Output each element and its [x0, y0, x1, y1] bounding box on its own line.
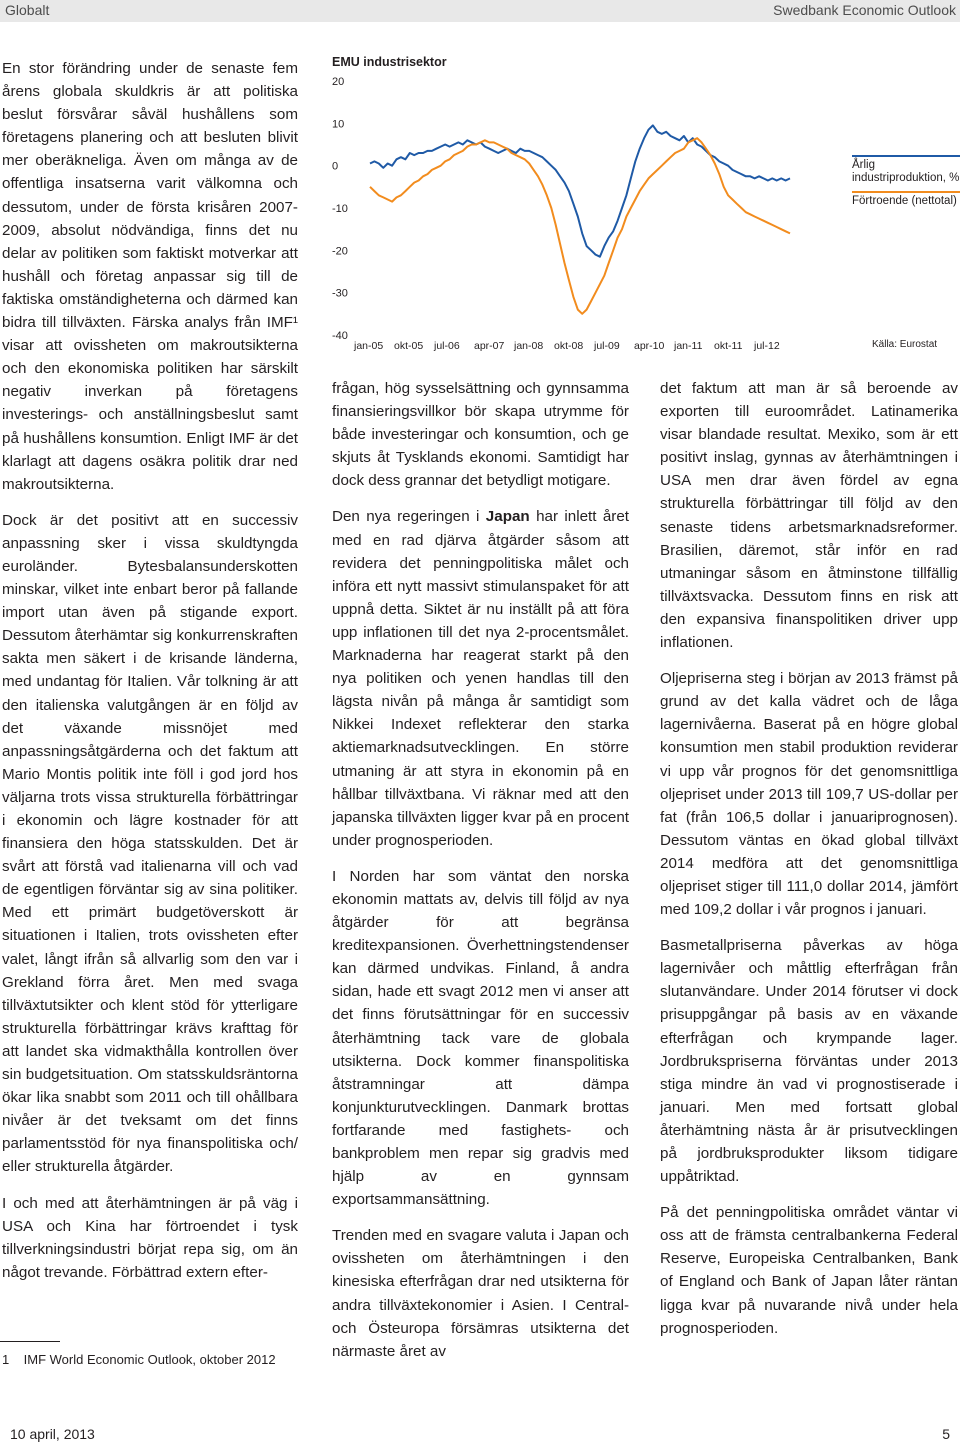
paragraph: Dock är det positivt att en successiv anpassning sker i vissa skuldtyngda euroländer. Bytesbalansunderskotten minskar, vilket inte enbart beror på fallande import utan även på stigande export. Dessutom återhämtar sig konkurrenskraften sakta men säkert i de krisande länderna, med undantag för Italien. Vår tolkning är att den italienska valutgången är en följd av det växande missnöjet med anpassningsåtgärderna och det faktum att Mario Montis politik inte föll i god jord hos väljarna trots vissa strukturella förbättringar i ekonomin och lägre kostnader för att finansiera den höga statsskulden. Det är svårt att förstå vad italienarna vill och vad de egentligen förväntar sig av sina politiker. Med ett primärt budgetöverskott är situationen i Italien, trots ovissheten efter valet, långt ifrån så allvarlig som den var i Grekland förra året. Men med svaga tillväxtutsikter och klent stöd för ytterligare strukturella förbättringar krävs krafttag för att landet ska vidmakthålla kontrollen över sin budgetsituation. Om statsskuldsräntorna ökar lika snabbt som 2011 och till ohållbara nivåer är det tveksamt om det finns parlamentsstöd för nya finanspolitiska och/ eller strukturella åtgärder.	[2, 511, 298, 1176]
x-tick-label: jan-11	[674, 340, 703, 352]
y-tick-label: 20	[332, 76, 345, 88]
y-tick-label: -20	[332, 245, 348, 258]
x-tick-label: jan-05	[354, 340, 384, 352]
legend-label: Förtroende (nettotal)	[852, 195, 957, 207]
x-tick-label: apr-10	[634, 340, 665, 352]
y-tick-label: -30	[332, 287, 348, 300]
x-tick-label: jul-09	[594, 340, 620, 352]
x-tick-label: jan-08	[514, 340, 544, 352]
paragraph: Basmetallpriserna påverkas av höga lagernivåer och måttlig efterfrågan från slutanvändare. Under 2014 förutser vi dock prisuppgångar på basis av en växande efterfrågan och krympande lager. Jordbrukspriserna förväntas under 2013 stiga mindre än vad vi prognostiserade i januari. Men med fortsatt global återhämtning nästa år är prisutvecklingen på jordbruksprodukter liksom tidigare uppåtriktad.	[660, 937, 958, 1186]
legend-label: Årlig industriproduktion, %	[852, 159, 960, 184]
footer-date: 10 april, 2013	[10, 1426, 95, 1442]
page-number: 5	[942, 1426, 950, 1442]
x-tick-label: okt-08	[554, 340, 584, 352]
page-header	[0, 0, 960, 22]
paragraph-part: Den nya regeringen i	[332, 508, 486, 526]
x-tick-label: okt-05	[394, 340, 424, 352]
paragraph: På det penningpolitiska området väntar vi oss att de främsta centralbankerna Federal Reserve, Europeiska Centralbanken, Bank of England och Bank of Japan låter räntan ligga kvar på nuvarande nivå under hela prognosperioden.	[660, 1204, 958, 1337]
text-column-2	[332, 377, 629, 1376]
paragraph-japan	[332, 505, 629, 851]
paragraph-part: har inlett året med en rad djärva åtgärder såsom att revidera det penningpolitiska målet och införa ett nytt massivt stimulanspaket för att uppnå detta. Siktet är nu inställt på att föra upp inflationen till det nya 2-procentsmålet. Marknaderna har reagerat starkt på den nya politiken och yenen handlas till den lägsta nivån på många år samtidigt som Nikkei Indexet reflekterar den starka aktiemarknadsutvecklingen. En större utmaning är att styra in ekonomin på en hållbar tillväxtbana. Vi räknar med att den japanska tillväxten ligger kvar på en procent under prognosperioden.	[332, 508, 629, 849]
paragraph-keyword: Japan	[485, 508, 530, 526]
footnote	[2, 1352, 276, 1367]
publication-title: Swedbank Economic Outlook	[773, 2, 956, 18]
y-tick-label: 0	[332, 160, 339, 173]
chart-emu-industry	[332, 55, 960, 365]
paragraph: I Norden har som väntat den norska ekonomin mattats av, delvis till följd av nya åtgärder för att begränsa kreditexpansionen. Överhettningstendenser kan därmed undvikas. Finland, å andra sidan, hade ett svagt 2012 men vi anser att det finns förutsättningar för en successiv återhämtning tack vare de globala utsikterna. Dock kommer finanspolitiska åtstramningar att dämpa konjunkturutvecklingen. Danmark brottas fortfarande med fastighets- och bankproblem men repar sig gradvis med hjälp av en gynnsam exportsammansättning.	[332, 867, 629, 1209]
paragraph: En stor förändring under de senaste fem årens globala skuldkris är att politiska beslut försvårar såväl hushållens som företagens planering och att besluten blivit mer oberäkneliga. Även om många av de offentliga insatserna varit välkomna och dessutom, under de första krisåren 2007-2009, absolut nödvändiga, finns det nu delar av politiken som faktiskt motverkar att hushåll och företag anpassar sig till de faktiska omständigheterna och därmed kan bidra till tillväxten. Färska analys från IMF¹ visar att ovissheten om makroutsikterna och den ekonomiska politiken har särskilt negativ inverkan på företagens investerings- och anställningsbeslut samt på hushållens konsumtion. Enligt IMF är det klarlagt att dagens osäkra politik drar ned makroutsikterna.	[2, 60, 298, 493]
chart-legend	[852, 155, 960, 214]
chart-title: EMU industrisektor	[332, 55, 447, 69]
text-column-1	[2, 57, 298, 1297]
paragraph: Trenden med en svagare valuta i Japan och ovissheten om återhämtningen i den kinesiska efterfrågan drar ned utsikterna för andra tillväxtekonomier i Asien. I Central- och Östeuropa försämras utsikterna det närmaste året av	[332, 1227, 629, 1360]
x-tick-label: okt-11	[714, 340, 743, 352]
section-title: Globalt	[5, 2, 50, 18]
legend-item-production	[852, 155, 960, 185]
footnote-number: 1	[2, 1352, 10, 1367]
x-tick-label: jul-12	[754, 340, 780, 352]
footnote-divider	[0, 1341, 60, 1342]
x-tick-label: apr-07	[474, 340, 505, 352]
y-tick-label: -10	[332, 203, 348, 215]
legend-item-confidence	[852, 191, 960, 208]
chart-source: Källa: Eurostat	[872, 339, 938, 350]
x-tick-label: jul-06	[434, 340, 460, 352]
y-tick-label: -40	[332, 330, 348, 342]
chart-plot	[332, 69, 852, 369]
footnote-text: IMF World Economic Outlook, oktober 2012	[23, 1352, 276, 1367]
paragraph: Oljepriserna steg i början av 2013 främst på grund av det kalla vädret och de låga lagernivåerna. Baserat på en högre global konsumtion men stabil produktion reviderar vi upp vår prognos för det genomsnittliga oljepriset under 2013 till 109,7 US-dollar per fat (från 106,5 dollar i januariprognosen). Dessutom väntas en ökad global tillväxt 2014 medföra att det genomsnittliga oljepriset stiger till 111,0 dollar 2014, jämfört med 109,2 dollar i vår prognos i januari.	[660, 670, 958, 919]
paragraph: det faktum att man är så beroende av exporten till euroområdet. Latinamerika visar blandade resultat. Mexiko, som är ett positivt inslag, gynnas av återhämtningen i USA men drar även fördel av egna strukturella förbättringar till följd av den senaste tidens arbetsmarknadsreformer. Brasilien, däremot, står inför en rad utmaningar såsom en åtminstone tillfällig tillväxtsvacka. Dessutom finns en risk att den expansiva finanspolitiken driver upp inflationen.	[660, 380, 958, 652]
y-tick-label: 10	[332, 118, 345, 131]
paragraph: frågan, hög sysselsättning och gynnsamma finansieringsvillkor bör skapa utrymme för både investeringar och konsumtion, och ge skjuts åt Tysklands ekonomi. Samtidigt har dock dess grannar det betydligt motigare.	[332, 380, 629, 490]
text-column-3	[660, 377, 958, 1353]
paragraph: I och med att återhämtningen är på väg i USA och Kina har förtroendet i tysk tillverkningsindustri börjat repa sig, om än något trevande. Förbättrad extern efter-	[2, 1194, 298, 1281]
